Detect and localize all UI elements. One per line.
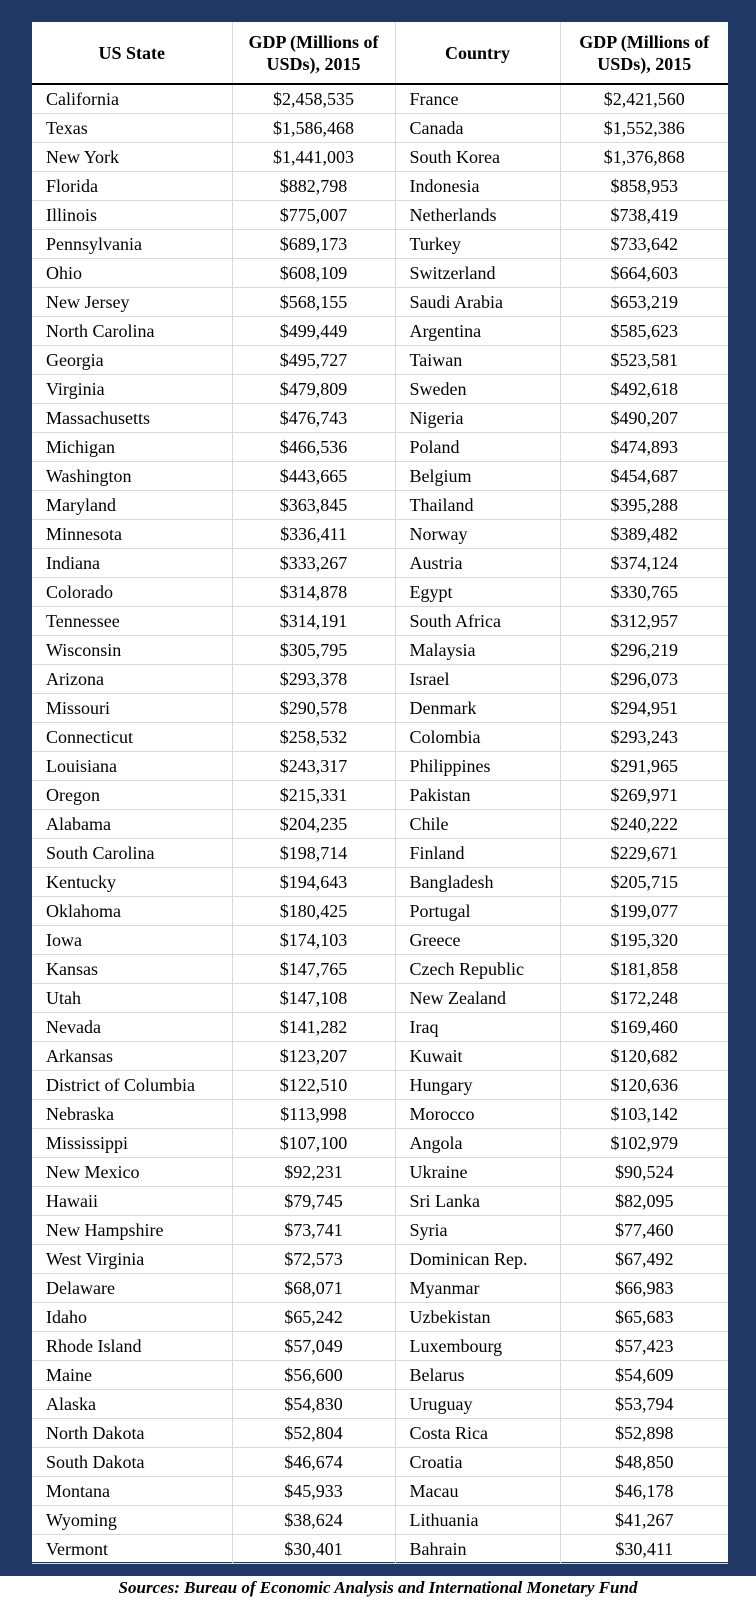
country-gdp: $65,683 xyxy=(560,1303,728,1332)
state-name: Indiana xyxy=(32,549,232,578)
state-name: Maine xyxy=(32,1361,232,1390)
state-gdp: $363,845 xyxy=(232,491,395,520)
table-row xyxy=(32,375,728,404)
country-gdp: $229,671 xyxy=(560,839,728,868)
table-row xyxy=(32,1245,728,1274)
state-gdp: $72,573 xyxy=(232,1245,395,1274)
state-gdp: $243,317 xyxy=(232,752,395,781)
country-gdp: $120,636 xyxy=(560,1071,728,1100)
state-name: Wyoming xyxy=(32,1506,232,1535)
country-name: Egypt xyxy=(395,578,560,607)
country-name: Bangladesh xyxy=(395,868,560,897)
state-gdp: $68,071 xyxy=(232,1274,395,1303)
state-name: District of Columbia xyxy=(32,1071,232,1100)
table-row xyxy=(32,1100,728,1129)
state-name: Florida xyxy=(32,172,232,201)
state-gdp: $1,441,003 xyxy=(232,143,395,172)
country-gdp: $120,682 xyxy=(560,1042,728,1071)
table-row xyxy=(32,1332,728,1361)
state-name: Washington xyxy=(32,462,232,491)
country-gdp: $1,552,386 xyxy=(560,114,728,143)
country-gdp: $54,609 xyxy=(560,1361,728,1390)
country-gdp: $66,983 xyxy=(560,1274,728,1303)
country-name: Syria xyxy=(395,1216,560,1245)
table-row xyxy=(32,868,728,897)
state-gdp: $1,586,468 xyxy=(232,114,395,143)
country-name: Lithuania xyxy=(395,1506,560,1535)
state-gdp: $56,600 xyxy=(232,1361,395,1390)
state-name: Oregon xyxy=(32,781,232,810)
state-gdp: $290,578 xyxy=(232,694,395,723)
country-name: Pakistan xyxy=(395,781,560,810)
state-gdp: $466,536 xyxy=(232,433,395,462)
state-gdp: $79,745 xyxy=(232,1187,395,1216)
state-gdp: $52,804 xyxy=(232,1419,395,1448)
country-name: New Zealand xyxy=(395,984,560,1013)
state-gdp: $30,401 xyxy=(232,1535,395,1564)
state-name: South Dakota xyxy=(32,1448,232,1477)
table-row xyxy=(32,1274,728,1303)
country-gdp: $169,460 xyxy=(560,1013,728,1042)
country-gdp: $296,073 xyxy=(560,665,728,694)
table-row xyxy=(32,1390,728,1419)
state-name: Kansas xyxy=(32,955,232,984)
country-gdp: $738,419 xyxy=(560,201,728,230)
country-gdp: $77,460 xyxy=(560,1216,728,1245)
state-gdp: $198,714 xyxy=(232,839,395,868)
country-name: Denmark xyxy=(395,694,560,723)
state-name: Vermont xyxy=(32,1535,232,1564)
country-name: Taiwan xyxy=(395,346,560,375)
country-gdp: $585,623 xyxy=(560,317,728,346)
state-name: Pennsylvania xyxy=(32,230,232,259)
state-name: Michigan xyxy=(32,433,232,462)
country-name: Turkey xyxy=(395,230,560,259)
country-name: Belarus xyxy=(395,1361,560,1390)
state-gdp: $215,331 xyxy=(232,781,395,810)
country-gdp: $293,243 xyxy=(560,723,728,752)
country-gdp: $30,411 xyxy=(560,1535,728,1564)
country-gdp: $199,077 xyxy=(560,897,728,926)
state-gdp: $147,765 xyxy=(232,955,395,984)
table-row xyxy=(32,636,728,665)
country-gdp: $733,642 xyxy=(560,230,728,259)
state-gdp: $113,998 xyxy=(232,1100,395,1129)
state-name: Nevada xyxy=(32,1013,232,1042)
state-name: New Mexico xyxy=(32,1158,232,1187)
country-name: Iraq xyxy=(395,1013,560,1042)
table-row xyxy=(32,433,728,462)
country-name: Sri Lanka xyxy=(395,1187,560,1216)
country-name: Angola xyxy=(395,1129,560,1158)
country-gdp: $52,898 xyxy=(560,1419,728,1448)
country-name: Hungary xyxy=(395,1071,560,1100)
country-gdp: $48,850 xyxy=(560,1448,728,1477)
state-name: New Hampshire xyxy=(32,1216,232,1245)
state-name: North Dakota xyxy=(32,1419,232,1448)
country-name: Colombia xyxy=(395,723,560,752)
gdp-table xyxy=(32,22,728,1564)
header-country-gdp: GDP (Millions of USDs), 2015 xyxy=(560,22,728,84)
country-name: Uzbekistan xyxy=(395,1303,560,1332)
table-row xyxy=(32,694,728,723)
country-gdp: $82,095 xyxy=(560,1187,728,1216)
table-row xyxy=(32,143,728,172)
country-name: Greece xyxy=(395,926,560,955)
country-gdp: $294,951 xyxy=(560,694,728,723)
state-gdp: $57,049 xyxy=(232,1332,395,1361)
country-name: Austria xyxy=(395,549,560,578)
gdp-comparison-table xyxy=(32,22,728,1562)
country-name: Indonesia xyxy=(395,172,560,201)
state-gdp: $293,378 xyxy=(232,665,395,694)
state-name: Iowa xyxy=(32,926,232,955)
state-gdp: $333,267 xyxy=(232,549,395,578)
state-gdp: $45,933 xyxy=(232,1477,395,1506)
country-name: Saudi Arabia xyxy=(395,288,560,317)
table-header-row xyxy=(32,22,728,84)
country-name: Bahrain xyxy=(395,1535,560,1564)
country-gdp: $653,219 xyxy=(560,288,728,317)
table-row xyxy=(32,491,728,520)
country-name: Sweden xyxy=(395,375,560,404)
country-name: Norway xyxy=(395,520,560,549)
country-name: Malaysia xyxy=(395,636,560,665)
country-name: Costa Rica xyxy=(395,1419,560,1448)
state-gdp: $2,458,535 xyxy=(232,84,395,114)
state-gdp: $92,231 xyxy=(232,1158,395,1187)
country-gdp: $269,971 xyxy=(560,781,728,810)
country-gdp: $474,893 xyxy=(560,433,728,462)
state-name: California xyxy=(32,84,232,114)
state-gdp: $122,510 xyxy=(232,1071,395,1100)
country-gdp: $523,581 xyxy=(560,346,728,375)
table-row xyxy=(32,1013,728,1042)
country-name: Philippines xyxy=(395,752,560,781)
table-row xyxy=(32,230,728,259)
state-gdp: $443,665 xyxy=(232,462,395,491)
table-row xyxy=(32,1129,728,1158)
table-row xyxy=(32,259,728,288)
country-gdp: $291,965 xyxy=(560,752,728,781)
table-row xyxy=(32,665,728,694)
country-name: Belgium xyxy=(395,462,560,491)
state-name: Ohio xyxy=(32,259,232,288)
country-name: Uruguay xyxy=(395,1390,560,1419)
header-us-state: US State xyxy=(32,22,232,84)
state-name: Arkansas xyxy=(32,1042,232,1071)
state-gdp: $314,878 xyxy=(232,578,395,607)
country-name: Canada xyxy=(395,114,560,143)
country-name: South Africa xyxy=(395,607,560,636)
state-gdp: $194,643 xyxy=(232,868,395,897)
country-gdp: $374,124 xyxy=(560,549,728,578)
state-name: Idaho xyxy=(32,1303,232,1332)
country-name: Nigeria xyxy=(395,404,560,433)
state-gdp: $123,207 xyxy=(232,1042,395,1071)
state-name: Rhode Island xyxy=(32,1332,232,1361)
country-name: Croatia xyxy=(395,1448,560,1477)
header-state-gdp: GDP (Millions of USDs), 2015 xyxy=(232,22,395,84)
state-gdp: $336,411 xyxy=(232,520,395,549)
state-gdp: $608,109 xyxy=(232,259,395,288)
table-row xyxy=(32,549,728,578)
table-row xyxy=(32,810,728,839)
state-name: Montana xyxy=(32,1477,232,1506)
state-name: New York xyxy=(32,143,232,172)
country-gdp: $330,765 xyxy=(560,578,728,607)
header-country: Country xyxy=(395,22,560,84)
state-name: Oklahoma xyxy=(32,897,232,926)
country-name: Israel xyxy=(395,665,560,694)
table-row xyxy=(32,1477,728,1506)
country-gdp: $41,267 xyxy=(560,1506,728,1535)
country-name: Ukraine xyxy=(395,1158,560,1187)
state-gdp: $689,173 xyxy=(232,230,395,259)
state-gdp: $147,108 xyxy=(232,984,395,1013)
table-row xyxy=(32,897,728,926)
sources-footer: Sources: Bureau of Economic Analysis and International Monetary Fund xyxy=(0,1576,756,1600)
state-gdp: $314,191 xyxy=(232,607,395,636)
country-name: Argentina xyxy=(395,317,560,346)
country-gdp: $172,248 xyxy=(560,984,728,1013)
country-gdp: $454,687 xyxy=(560,462,728,491)
country-name: Finland xyxy=(395,839,560,868)
table-row xyxy=(32,201,728,230)
country-name: South Korea xyxy=(395,143,560,172)
country-gdp: $296,219 xyxy=(560,636,728,665)
country-gdp: $395,288 xyxy=(560,491,728,520)
country-gdp: $492,618 xyxy=(560,375,728,404)
state-gdp: $882,798 xyxy=(232,172,395,201)
state-name: New Jersey xyxy=(32,288,232,317)
state-name: Colorado xyxy=(32,578,232,607)
country-gdp: $1,376,868 xyxy=(560,143,728,172)
state-gdp: $476,743 xyxy=(232,404,395,433)
state-gdp: $568,155 xyxy=(232,288,395,317)
country-gdp: $57,423 xyxy=(560,1332,728,1361)
table-row xyxy=(32,1303,728,1332)
country-gdp: $2,421,560 xyxy=(560,84,728,114)
table-row xyxy=(32,781,728,810)
country-gdp: $312,957 xyxy=(560,607,728,636)
country-gdp: $103,142 xyxy=(560,1100,728,1129)
state-name: Illinois xyxy=(32,201,232,230)
country-name: Morocco xyxy=(395,1100,560,1129)
table-row xyxy=(32,984,728,1013)
table-row xyxy=(32,723,728,752)
country-name: Chile xyxy=(395,810,560,839)
state-name: Connecticut xyxy=(32,723,232,752)
table-row xyxy=(32,839,728,868)
state-gdp: $38,624 xyxy=(232,1506,395,1535)
state-name: Kentucky xyxy=(32,868,232,897)
state-name: Virginia xyxy=(32,375,232,404)
state-gdp: $73,741 xyxy=(232,1216,395,1245)
country-name: Macau xyxy=(395,1477,560,1506)
state-name: Delaware xyxy=(32,1274,232,1303)
table-row xyxy=(32,1506,728,1535)
country-gdp: $205,715 xyxy=(560,868,728,897)
state-gdp: $479,809 xyxy=(232,375,395,404)
table-row xyxy=(32,84,728,114)
table-row xyxy=(32,1216,728,1245)
state-name: Nebraska xyxy=(32,1100,232,1129)
country-name: Czech Republic xyxy=(395,955,560,984)
state-gdp: $174,103 xyxy=(232,926,395,955)
state-name: Louisiana xyxy=(32,752,232,781)
state-name: South Carolina xyxy=(32,839,232,868)
table-row xyxy=(32,1187,728,1216)
country-gdp: $181,858 xyxy=(560,955,728,984)
table-row xyxy=(32,752,728,781)
country-name: Myanmar xyxy=(395,1274,560,1303)
state-gdp: $204,235 xyxy=(232,810,395,839)
country-gdp: $102,979 xyxy=(560,1129,728,1158)
state-name: Minnesota xyxy=(32,520,232,549)
state-gdp: $499,449 xyxy=(232,317,395,346)
table-row xyxy=(32,607,728,636)
country-gdp: $67,492 xyxy=(560,1245,728,1274)
table-row xyxy=(32,1361,728,1390)
country-gdp: $240,222 xyxy=(560,810,728,839)
table-row xyxy=(32,1158,728,1187)
state-name: Maryland xyxy=(32,491,232,520)
table-row xyxy=(32,404,728,433)
country-gdp: $664,603 xyxy=(560,259,728,288)
state-name: Tennessee xyxy=(32,607,232,636)
state-name: Massachusetts xyxy=(32,404,232,433)
state-name: Utah xyxy=(32,984,232,1013)
table-row xyxy=(32,1535,728,1564)
table-row xyxy=(32,578,728,607)
state-gdp: $107,100 xyxy=(232,1129,395,1158)
table-row xyxy=(32,462,728,491)
country-gdp: $858,953 xyxy=(560,172,728,201)
country-name: Dominican Rep. xyxy=(395,1245,560,1274)
state-name: Alaska xyxy=(32,1390,232,1419)
country-name: Switzerland xyxy=(395,259,560,288)
state-name: Georgia xyxy=(32,346,232,375)
country-name: Luxembourg xyxy=(395,1332,560,1361)
table-body xyxy=(32,84,728,1564)
state-name: Alabama xyxy=(32,810,232,839)
country-name: France xyxy=(395,84,560,114)
table-row xyxy=(32,955,728,984)
country-name: Kuwait xyxy=(395,1042,560,1071)
country-name: Netherlands xyxy=(395,201,560,230)
table-row xyxy=(32,114,728,143)
table-row xyxy=(32,1419,728,1448)
state-gdp: $54,830 xyxy=(232,1390,395,1419)
country-gdp: $53,794 xyxy=(560,1390,728,1419)
country-name: Portugal xyxy=(395,897,560,926)
country-name: Thailand xyxy=(395,491,560,520)
state-name: Arizona xyxy=(32,665,232,694)
country-gdp: $90,524 xyxy=(560,1158,728,1187)
table-row xyxy=(32,317,728,346)
state-name: North Carolina xyxy=(32,317,232,346)
state-name: Wisconsin xyxy=(32,636,232,665)
table-row xyxy=(32,346,728,375)
state-gdp: $258,532 xyxy=(232,723,395,752)
table-row xyxy=(32,172,728,201)
country-gdp: $389,482 xyxy=(560,520,728,549)
state-name: Missouri xyxy=(32,694,232,723)
table-row xyxy=(32,288,728,317)
table-row xyxy=(32,520,728,549)
table-row xyxy=(32,1042,728,1071)
state-gdp: $141,282 xyxy=(232,1013,395,1042)
state-gdp: $180,425 xyxy=(232,897,395,926)
state-name: West Virginia xyxy=(32,1245,232,1274)
country-gdp: $490,207 xyxy=(560,404,728,433)
state-name: Mississippi xyxy=(32,1129,232,1158)
state-gdp: $46,674 xyxy=(232,1448,395,1477)
country-gdp: $46,178 xyxy=(560,1477,728,1506)
table-row xyxy=(32,1071,728,1100)
country-gdp: $195,320 xyxy=(560,926,728,955)
state-name: Texas xyxy=(32,114,232,143)
state-gdp: $65,242 xyxy=(232,1303,395,1332)
state-gdp: $305,795 xyxy=(232,636,395,665)
state-gdp: $775,007 xyxy=(232,201,395,230)
state-name: Hawaii xyxy=(32,1187,232,1216)
country-name: Poland xyxy=(395,433,560,462)
table-row xyxy=(32,1448,728,1477)
state-gdp: $495,727 xyxy=(232,346,395,375)
table-row xyxy=(32,926,728,955)
